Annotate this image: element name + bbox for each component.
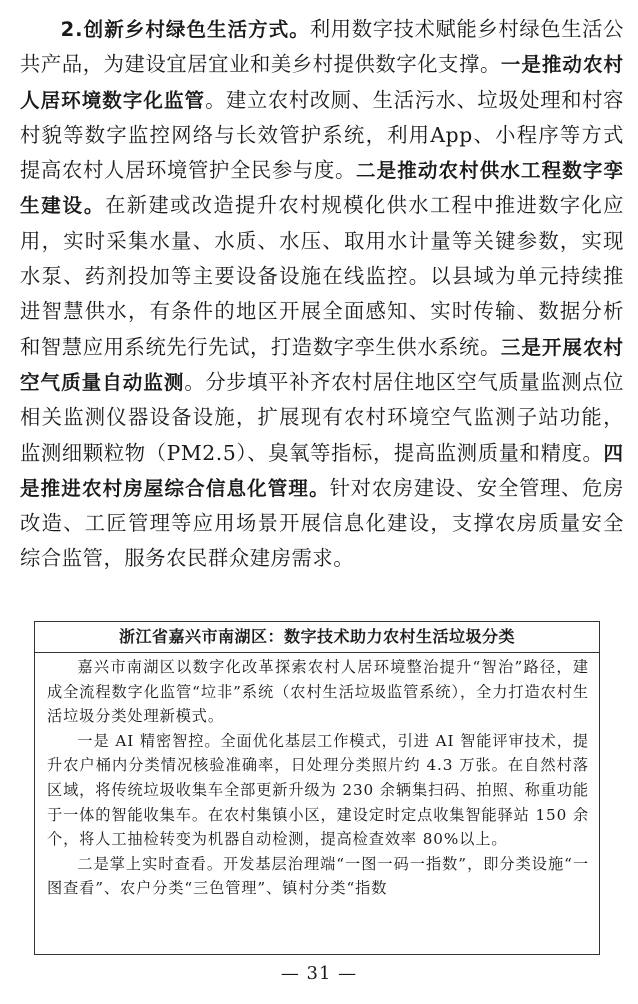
case-study-body: [35, 653, 599, 901]
body-text: 在新建或改造提升农村规模化供水工程中推进数字化应用，实时采集水量、水质、水压、取用水计量等关键参数，实现水泵、药剂投加等主要设备设施在线监控。以县域为单元持续推进智慧供水，有条件的地区开展全面感知、实时传输、数据分析和智慧应用系统先行先试，打造数字孪生供水系统。: [20, 193, 624, 359]
body-text: 。建立农村改厕、生活污水、垃圾处理和村容村貌等数字监控网络与长效管护系统，利用App、小程序等方式提高农村人居环境管护全民参与度。: [20, 87, 624, 183]
body-text: 。分步填平补齐农村居住地区空气质量监测点位相关监测仪器设备设施，扩展现有农村环境空气监测子站功能，监测细颗粒物（PM2.5）、臭氧等指标，提高监测质量和精度。: [20, 369, 624, 465]
case-paragraph: 二是掌上实时查看。开发基层治理端“一图一码一指数”，即分类设施“一图查看”、农户分类“三色管理”、镇村分类“指数: [47, 854, 589, 898]
bold-item-4: 四是推进农村房屋综合信息化管理。: [20, 441, 624, 500]
body-text: 针对农房建设、安全管理、危房改造、工匠管理等应用场景开展信息化建设，支撑农房质量安全综合监管，服务农民群众建房需求。: [20, 475, 624, 571]
section-heading: 2.创新乡村绿色生活方式。: [60, 18, 310, 41]
bold-item-1: 一是推动农村人居环境数字化监管: [20, 53, 624, 112]
page-number: — 31 —: [280, 963, 358, 984]
body-text: 利用数字技术赋能乡村绿色生活公共产品，为建设宜居宜业和美乡村提供数字化支撑。: [20, 17, 624, 77]
case-paragraph: 一是 AI 精密智控。全面优化基层工作模式，引进 AI 智能评审技术，提升农户桶内分类情况核验准确率，日处理分类照片约 4.3 万张。在自然村落区域，将传统垃圾收集车全部更新升级为 230 余辆集扫码、拍照、称重功能于一体的智能收集车。在农村集镇小区，建设定时定点收集智能驿站 150 余个，将人工抽检转变为机器自动检测，提高检查效率 80%以上。: [47, 731, 589, 849]
bold-item-3: 三是开展农村空气质量自动监测: [20, 335, 624, 394]
case-paragraph: 嘉兴市南湖区以数字化改革探索农村人居环境整治提升“智治”路径，建成全流程数字化监管“垃非”系统（农村生活垃圾监管系统），全力打造农村生活垃圾分类处理新模式。: [47, 658, 589, 726]
bold-item-2: 二是推动农村供水工程数字孪生建设。: [20, 159, 624, 218]
body-paragraph: [20, 12, 624, 577]
case-study-title: 浙江省嘉兴市南湖区：数字技术助力农村生活垃圾分类: [35, 622, 599, 653]
case-study-box: [34, 621, 600, 955]
